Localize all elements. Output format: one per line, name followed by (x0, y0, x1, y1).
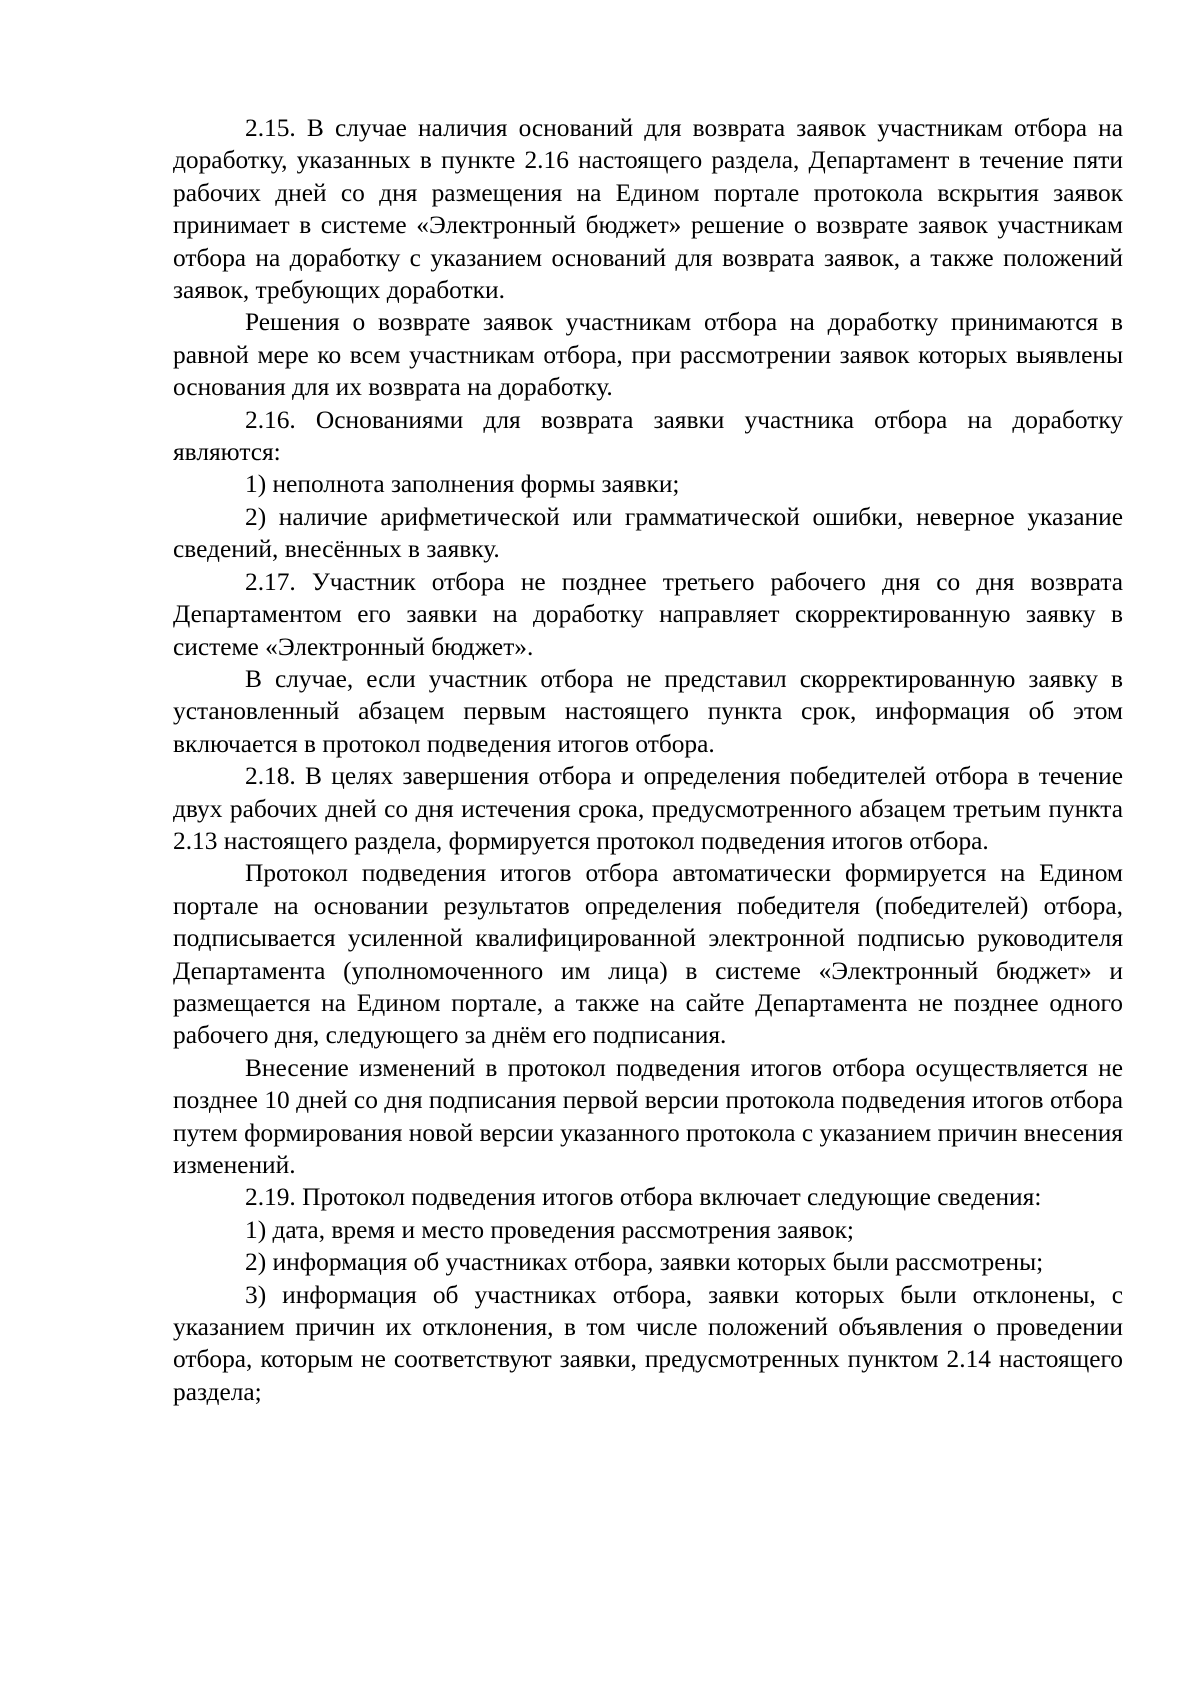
paragraph-return-decisions: Решения о возврате заявок участникам отбора на доработку принимаются в равной мере ко всем участникам отбора, при рассмотрении заявок которых выявлены основания для их возврата на доработку. (173, 308, 1123, 402)
paragraph-2-17-case: В случае, если участник отбора не представил скорректированную заявку в установленный абзацем первым настоящего пункта срок, информация об этом включается в протокол подведения итогов отбора. (173, 664, 1123, 758)
paragraph-2-15: 2.15. В случае наличия оснований для возврата заявок участникам отбора на доработку, указанных в пункте 2.16 настоящего раздела, Департамент в течение пяти рабочих дней со дня размещения на Едином портале протокола вскрытия заявок принимает в системе «Электронный бюджет» решение о возврате заявок участникам отбора на доработку с указанием оснований для возврата заявок, а также положений заявок, требующих доработки. (173, 114, 1123, 305)
paragraph-2-19-item-1: 1) дата, время и место проведения рассмотрения заявок; (245, 1215, 854, 1244)
paragraph-2-16-item-1: 1) неполнота заполнения формы заявки; (245, 470, 680, 499)
paragraph-2-18: 2.18. В целях завершения отбора и определения победителей отбора в течение двух рабочих дней со дня истечения срока, предусмотренного абзацем третьим пункта 2.13 настоящего раздела, формируется протокол подведения итогов отбора. (173, 762, 1123, 855)
paragraph-protocol-formation: Протокол подведения итогов отбора автоматически формируется на Едином портале на основании результатов определения победителя (победителей) отбора, подписывается усиленной квалифицированной электронной подписью руководителя Департамента (уполномоченного им лица) в системе «Электронный бюджет» и размещается на Едином портале, а также на сайте Департамента не позднее одного рабочего дня, следующего за днём его подписания. (173, 859, 1123, 1050)
paragraph-2-19-item-3: 3) информация об участниках отбора, заявки которых были отклонены, с указанием причин их отклонения, в том числе положений объявления о проведении отбора, которым не соответствуют заявки, предусмотренных пунктом 2.14 настоящего раздела; (173, 1280, 1123, 1406)
paragraph-2-19-item-2: 2) информация об участниках отбора, заявки которых были рассмотрены; (245, 1248, 1044, 1277)
paragraph-2-17: 2.17. Участник отбора не позднее третьего рабочего дня со дня возврата Департаментом его заявки на доработку направляет скорректированную заявку в системе «Электронный бюджет». (173, 567, 1123, 661)
paragraph-protocol-changes: Внесение изменений в протокол подведения итогов отбора осуществляется не позднее 10 дней со дня подписания первой версии протокола подведения итогов отбора путем формирования новой версии указанного протокола с указанием причин внесения изменений. (173, 1053, 1123, 1179)
document-page (173, 112, 1123, 1408)
paragraph-2-19: 2.19. Протокол подведения итогов отбора включает следующие сведения: (245, 1183, 1042, 1212)
paragraph-2-16-item-2: 2) наличие арифметической или грамматической ошибки, неверное указание сведений, внесённых в заявку. (173, 502, 1123, 564)
paragraph-2-16: 2.16. Основаниями для возврата заявки участника отбора на доработку являются: (173, 405, 1123, 467)
